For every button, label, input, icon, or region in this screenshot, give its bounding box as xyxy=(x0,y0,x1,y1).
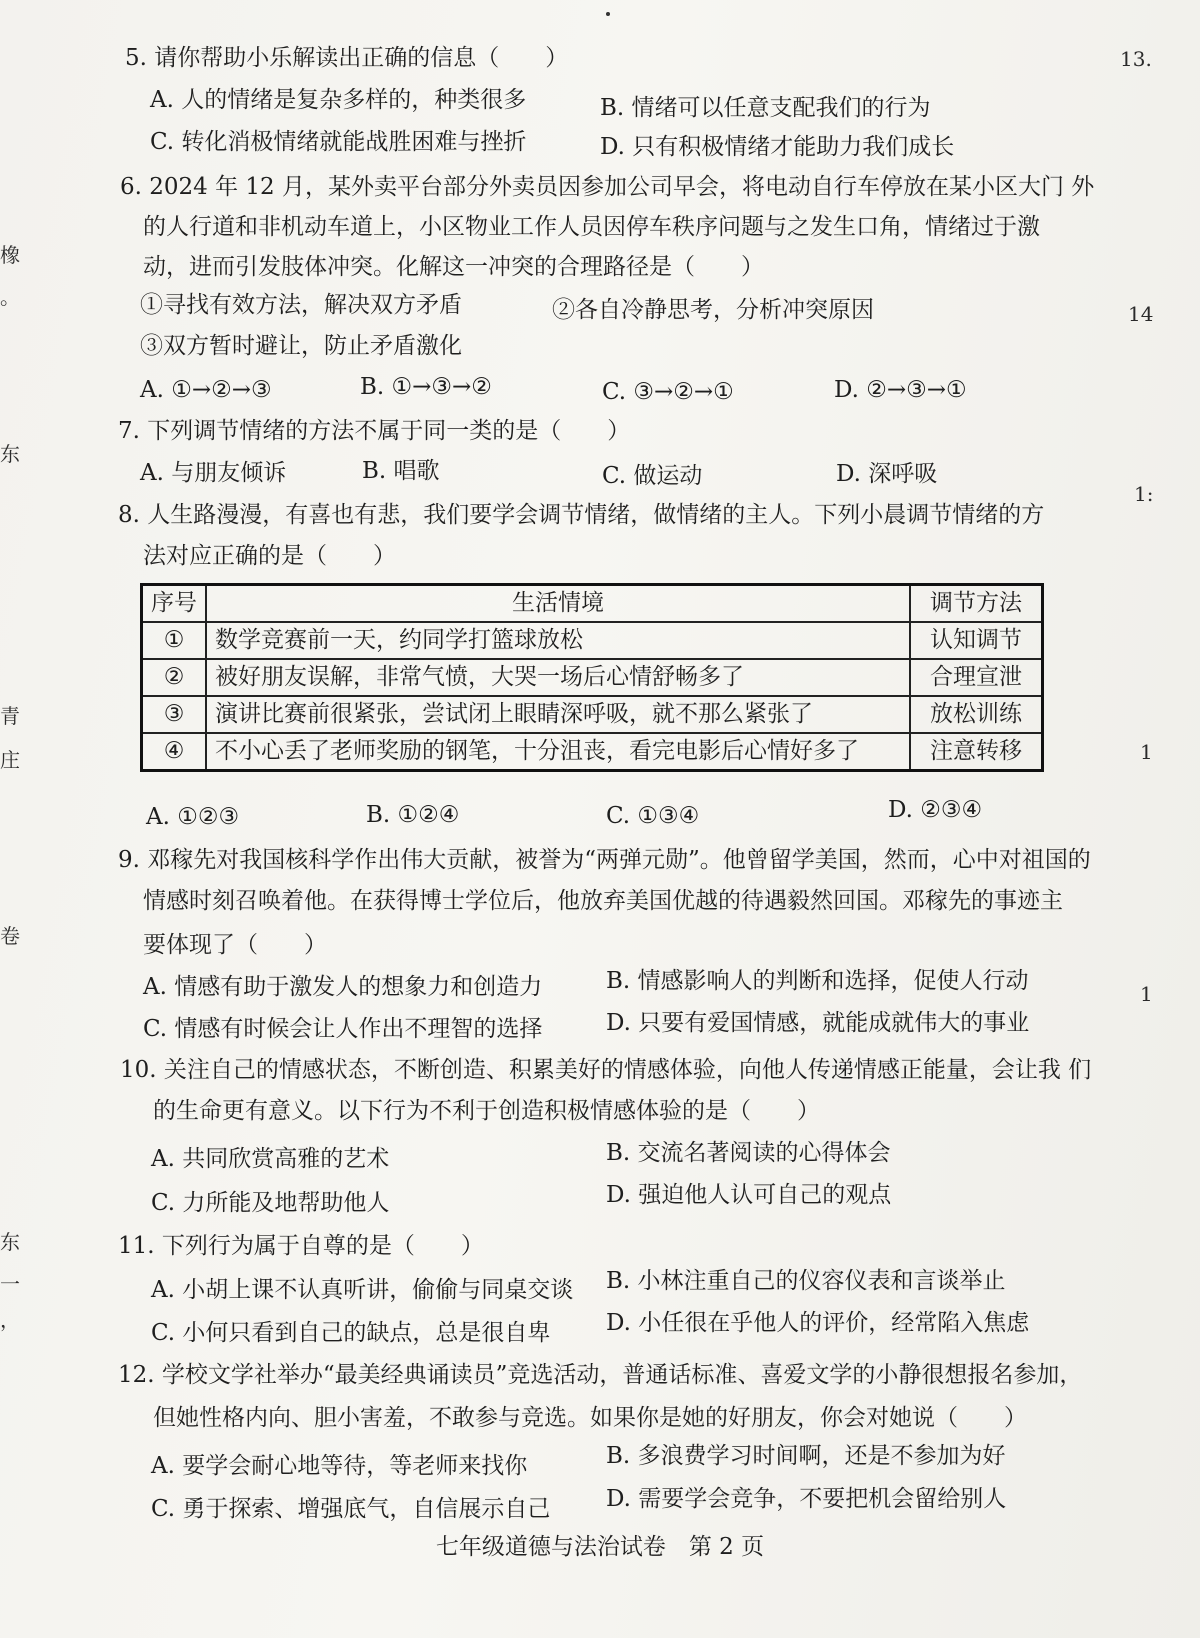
question-11-option-b: B. 小林注重自己的仪容仪表和言谈举止 xyxy=(606,1268,1006,1294)
question-6-stem: 6. 2024 年 12 月，某外卖平台部分外卖员因参加公司早会，将电动自行车停放在某小区大门 外 xyxy=(120,174,1095,200)
table-cell: 注意转移 xyxy=(910,733,1043,771)
table-row xyxy=(142,733,1043,771)
question-6-stem: 动，进而引发肢体冲突。化解这一冲突的合理路径是（ ） xyxy=(143,254,764,280)
question-9-stem: 要体现了（ ） xyxy=(143,932,327,958)
question-9-option-d: D. 只要有爱国情感，就能成就伟大的事业 xyxy=(606,1010,1030,1036)
question-8-option-a: A. ①②③ xyxy=(146,804,240,830)
question-7-option-b: B. 唱歌 xyxy=(362,458,440,484)
question-12-stem: 12. 学校文学社举办“最美经典诵读员”竞选活动，普通话标准、喜爱文学的小静很想报名参加， xyxy=(118,1362,1083,1388)
table-cell: ④ xyxy=(142,733,207,771)
question-10-option-d: D. 强迫他人认可自己的观点 xyxy=(606,1182,892,1208)
question-7-stem: 7. 下列调节情绪的方法不属于同一类的是（ ） xyxy=(118,418,631,444)
margin-mark-left: 东 xyxy=(0,442,20,466)
question-11-option-a: A. 小胡上课不认真听讲，偷偷与同桌交谈 xyxy=(151,1277,574,1303)
margin-mark-right: 1: xyxy=(1134,482,1154,506)
question-10-stem: 的生命更有意义。以下行为不利于创造积极情感体验的是（ ） xyxy=(153,1098,820,1124)
question-7-option-c: C. 做运动 xyxy=(602,463,703,489)
table-row xyxy=(142,659,1043,696)
question-12-option-b: B. 多浪费学习时间啊，还是不参加为好 xyxy=(606,1443,1006,1469)
question-6-item-2: ②各自冷静思考，分析冲突原因 xyxy=(552,297,874,323)
margin-mark-right: 1 xyxy=(1140,740,1153,764)
table-cell: 演讲比赛前很紧张，尝试闭上眼睛深呼吸，就不那么紧张了 xyxy=(206,696,910,733)
question-11-option-d: D. 小任很在乎他人的评价，经常陷入焦虑 xyxy=(606,1310,1030,1336)
margin-mark-left: 青 xyxy=(0,704,20,728)
question-8-option-d: D. ②③④ xyxy=(888,797,983,823)
question-8-stem: 8. 人生路漫漫，有喜也有悲，我们要学会调节情绪，做情绪的主人。下列小晨调节情绪的方 xyxy=(118,502,1045,528)
question-5-option-d: D. 只有积极情绪才能助力我们成长 xyxy=(600,134,955,160)
question-6-item-1: ①寻找有效方法，解决双方矛盾 xyxy=(140,292,462,318)
question-8-option-c: C. ①③④ xyxy=(606,803,700,829)
table-cell: 不小心丢了老师奖励的钢笔，十分沮丧，看完电影后心情好多了 xyxy=(206,733,910,771)
question-5-option-b: B. 情绪可以任意支配我们的行为 xyxy=(600,95,931,121)
question-11-stem: 11. 下列行为属于自尊的是（ ） xyxy=(118,1233,484,1259)
question-12-option-c: C. 勇于探索、增强底气，自信展示自己 xyxy=(151,1496,551,1522)
question-12-option-a: A. 要学会耐心地等待，等老师来找你 xyxy=(151,1453,528,1479)
table-cell: ① xyxy=(142,622,207,659)
page-footer: 七年级道德与法治试卷 第 2 页 xyxy=(435,1534,765,1560)
margin-mark-right: 1 xyxy=(1140,982,1153,1006)
table-cell: ② xyxy=(142,659,207,696)
question-7-option-d: D. 深呼吸 xyxy=(836,461,938,487)
question-12-option-d: D. 需要学会竞争，不要把机会留给别人 xyxy=(606,1486,1007,1512)
table-header-cell: 调节方法 xyxy=(910,585,1043,623)
margin-mark-left: 橡 xyxy=(0,243,20,267)
question-6-option-c: C. ③→②→① xyxy=(602,379,734,405)
question-5-stem: 5. 请你帮助小乐解读出正确的信息（ ） xyxy=(125,45,569,71)
question-10-option-a: A. 共同欣赏高雅的艺术 xyxy=(151,1146,390,1172)
margin-mark-left: 东 xyxy=(0,1230,20,1254)
table-cell: 数学竞赛前一天，约同学打篮球放松 xyxy=(206,622,910,659)
question-5-option-a: A. 人的情绪是复杂多样的，种类很多 xyxy=(150,87,527,113)
question-10-stem: 10. 关注自己的情感状态，不断创造、积累美好的情感体验，向他人传递情感正能量，会让我 们 xyxy=(120,1057,1092,1083)
question-12-stem: 但她性格内向、胆小害羞，不敢参与竞选。如果你是她的好朋友，你会对她说（ ） xyxy=(153,1405,1027,1431)
table-cell: 认知调节 xyxy=(910,622,1043,659)
table-cell: 放松训练 xyxy=(910,696,1043,733)
question-6-option-d: D. ②→③→① xyxy=(834,377,967,403)
question-7-option-a: A. 与朋友倾诉 xyxy=(140,460,287,486)
table-header-cell: 生活情境 xyxy=(206,585,910,623)
table-row xyxy=(142,622,1043,659)
question-6-stem: 的人行道和非机动车道上，小区物业工作人员因停车秩序问题与之发生口角，情绪过于激 xyxy=(143,214,1040,240)
margin-mark-right: 14 xyxy=(1128,302,1154,326)
table-row xyxy=(142,696,1043,733)
table-cell: ③ xyxy=(142,696,207,733)
question-6-option-b: B. ①→③→② xyxy=(360,374,492,400)
margin-mark-left: 。 xyxy=(0,285,20,309)
table-header-row xyxy=(142,585,1043,623)
question-8-option-b: B. ①②④ xyxy=(366,802,460,828)
table-cell: 被好朋友误解，非常气愤，大哭一场后心情舒畅多了 xyxy=(206,659,910,696)
table-cell: 合理宣泄 xyxy=(910,659,1043,696)
question-9-stem: 9. 邓稼先对我国核科学作出伟大贡献，被誉为“两弹元勋”。他曾留学美国，然而，心中对祖国的 xyxy=(118,847,1091,873)
margin-mark-left: 一 xyxy=(0,1272,20,1296)
margin-mark-left: 卷 xyxy=(0,924,20,948)
question-11-option-c: C. 小何只看到自己的缺点，总是很自卑 xyxy=(151,1320,551,1346)
table-header-cell: 序号 xyxy=(142,585,207,623)
question-5-option-c: C. 转化消极情绪就能战胜困难与挫折 xyxy=(150,129,527,155)
question-9-option-c: C. 情感有时候会让人作出不理智的选择 xyxy=(143,1016,543,1042)
question-6-item-3: ③双方暂时避让，防止矛盾激化 xyxy=(140,333,462,359)
margin-mark-right: 13. xyxy=(1120,47,1152,71)
question-9-stem: 情感时刻召唤着他。在获得博士学位后，他放弃美国优越的待遇毅然回国。邓稼先的事迹主 xyxy=(143,888,1063,914)
question-9-option-b: B. 情感影响人的判断和选择，促使人行动 xyxy=(606,968,1029,994)
question-6-option-a: A. ①→②→③ xyxy=(140,377,272,403)
stray-dot xyxy=(606,12,610,16)
question-9-option-a: A. 情感有助于激发人的想象力和创造力 xyxy=(143,974,543,1000)
question-10-option-c: C. 力所能及地帮助他人 xyxy=(151,1190,390,1216)
question-8-table xyxy=(140,583,1044,772)
question-8-stem: 法对应正确的是（ ） xyxy=(143,543,396,569)
margin-mark-left: ， xyxy=(0,1308,20,1332)
question-10-option-b: B. 交流名著阅读的心得体会 xyxy=(606,1140,891,1166)
margin-mark-left: 庄 xyxy=(0,748,20,772)
